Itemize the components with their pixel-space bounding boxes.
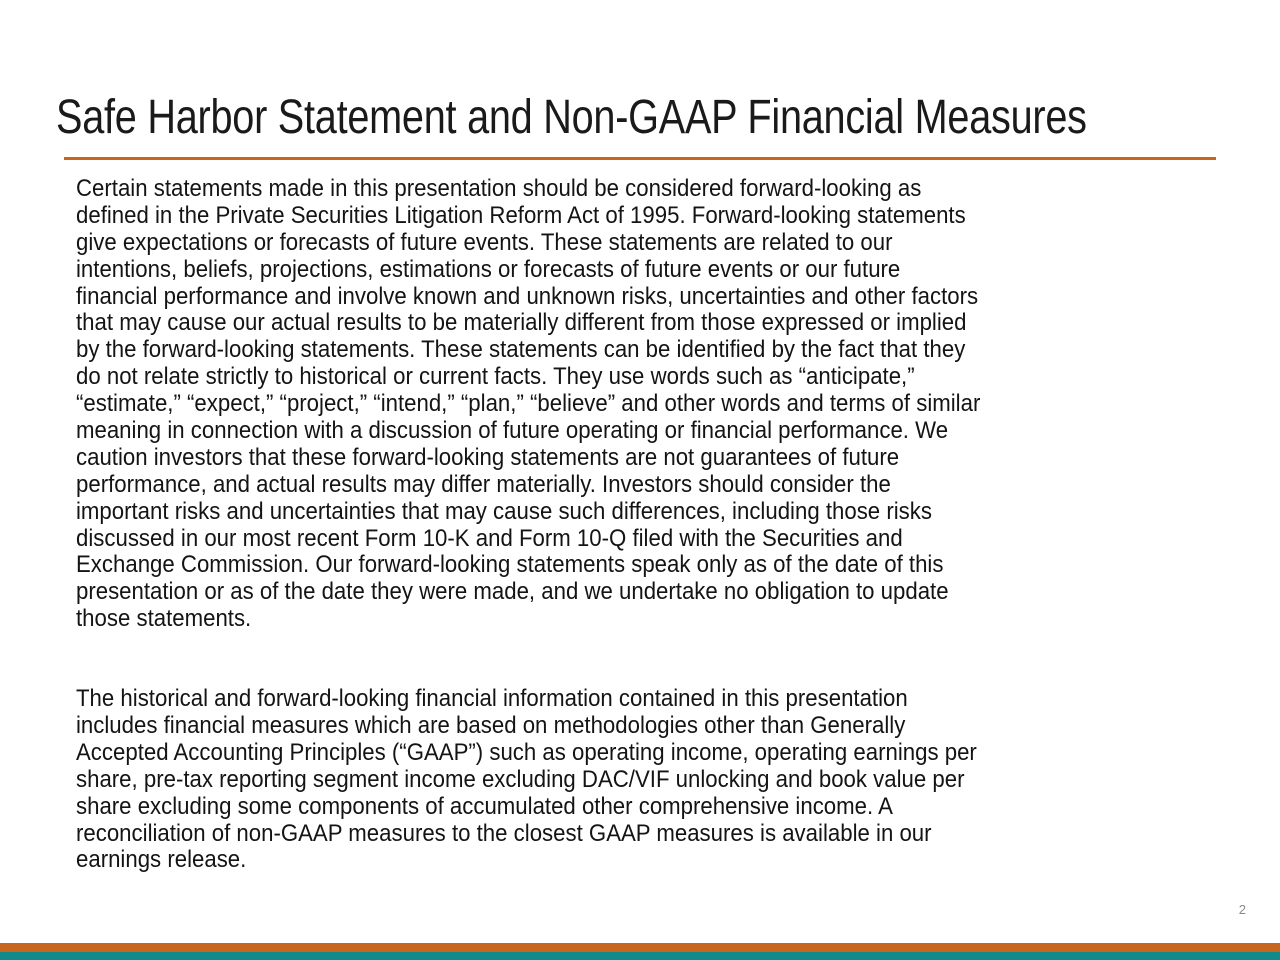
paragraph-line: performance, and actual results may differ materially. Investors should consider the [76, 470, 891, 498]
paragraph-line: give expectations or forecasts of future events. These statements are related to our [76, 228, 893, 256]
paragraph-line: defined in the Private Securities Litigation Reform Act of 1995. Forward-looking statements [76, 201, 966, 229]
paragraph-line: by the forward-looking statements. These statements can be identified by the fact that they [76, 336, 966, 364]
paragraph-line: includes financial measures which are based on methodologies other than Generally [76, 712, 906, 740]
page-number: 2 [1238, 902, 1246, 917]
non-gaap-paragraph [76, 686, 1279, 874]
paragraph-line: share, pre-tax reporting segment income excluding DAC/VIF unlocking and book value per [76, 765, 965, 793]
paragraph-line: reconciliation of non-GAAP measures to the closest GAAP measures is available in our [76, 819, 932, 847]
paragraph-line: share excluding some components of accumulated other comprehensive income. A [76, 792, 893, 820]
paragraph-line: Certain statements made in this presentation should be considered forward-looking as [76, 175, 922, 202]
paragraph-line: those statements. [76, 605, 252, 633]
paragraph-line: do not relate strictly to historical or current facts. They use words such as “anticipate,” [76, 363, 915, 391]
paragraph-line: meaning in connection with a discussion of future operating or financial performance. We [76, 417, 949, 445]
paragraph-line: important risks and uncertainties that may cause such differences, including those risks [76, 497, 932, 525]
slide-body [76, 176, 1279, 874]
paragraph-line: caution investors that these forward-looking statements are not guarantees of future [76, 443, 900, 471]
paragraph-gap [76, 633, 1279, 686]
paragraph-line: presentation or as of the date they were made, and we undertake no obligation to update [76, 578, 949, 606]
slide-title: Safe Harbor Statement and Non-GAAP Financial Measures [56, 91, 1087, 144]
title-divider [64, 157, 1216, 160]
paragraph-line: financial performance and involve known and unknown risks, uncertainties and other factors [76, 282, 979, 310]
paragraph-line: that may cause our actual results to be materially different from those expressed or implied [76, 309, 967, 337]
paragraph-line: Exchange Commission. Our forward-looking statements speak only as of the date of this [76, 551, 944, 579]
safe-harbor-paragraph [76, 176, 1279, 633]
paragraph-line: discussed in our most recent Form 10-K and Form 10-Q filed with the Securities and [76, 524, 903, 552]
paragraph-line: The historical and forward-looking financial information contained in this presentation [76, 685, 908, 713]
paragraph-line: Accepted Accounting Principles (“GAAP”) such as operating income, operating earnings per [76, 738, 977, 766]
paragraph-line: intentions, beliefs, projections, estimations or forecasts of future events or our future [76, 255, 901, 283]
paragraph-line: earnings release. [76, 846, 247, 874]
footer-bar-teal [0, 952, 1280, 960]
paragraph-line: “estimate,” “expect,” “project,” “intend,” “plan,” “believe” and other words and terms of similar [76, 390, 981, 418]
footer-bar-orange [0, 943, 1280, 952]
